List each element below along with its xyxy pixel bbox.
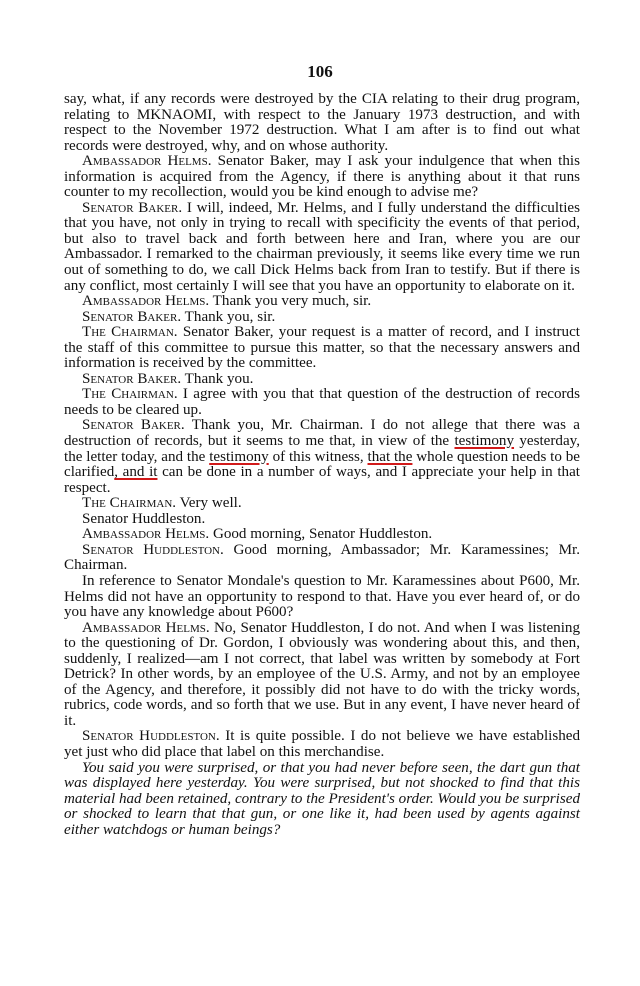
red-underline-mark: testimony xyxy=(454,433,515,450)
speech: Good morning, Senator Huddleston. xyxy=(212,526,433,543)
speaker: Senator Huddleston. xyxy=(82,728,220,745)
paragraph xyxy=(64,527,580,543)
speaker: The Chairman. xyxy=(82,386,178,403)
red-underline-mark: testimony xyxy=(209,448,269,465)
paragraph xyxy=(64,543,580,574)
speech-part: can be done in a number of ways, and I appreciate your help in that respect. xyxy=(64,464,580,496)
speech: No, Senator Huddleston, I do not. And when I was listening to the questioning of Dr. Gordon, I obviously was wondering about this, and then, suddenly, I realized—am I not correct, that label was written by somebody at Fort Detrick? In other words, by an employee of the U.S. Army, and not by an employee of the Agency, and therefore, it possibly did not have to do with the tricky words, rubrics, code words, and so forth that we use. But in any event, I have never heard of it. xyxy=(64,619,581,729)
speech: Senator Huddleston. xyxy=(82,510,206,527)
page-number: 106 xyxy=(307,62,333,81)
paragraph xyxy=(64,729,580,760)
paragraph xyxy=(64,512,580,528)
paragraph xyxy=(64,574,580,621)
speaker: Senator Baker. xyxy=(82,199,183,216)
speaker: Senator Huddleston. xyxy=(82,541,224,558)
speech-part: yesterday, the letter today, and the xyxy=(64,433,580,465)
paragraph xyxy=(64,294,580,310)
paragraph xyxy=(64,310,580,326)
paragraph xyxy=(64,201,580,294)
speech: It is quite possible. I do not believe we have established yet just who did place that label on this merchandise. xyxy=(64,728,580,760)
speech-part: Thank you, Mr. Chairman. I do not allege that there was a destruction of records, but it seems to me that, in view of the xyxy=(64,417,580,450)
speaker: Ambassador Helms. xyxy=(82,153,212,170)
speaker: The Chairman. xyxy=(82,495,177,512)
speech: Thank you very much, sir. xyxy=(212,293,372,310)
speech-part: of this witness, xyxy=(268,448,368,465)
speech: Good morning, Ambassador; Mr. Karamessines; Mr. Chairman. xyxy=(64,541,580,574)
speaker: Ambassador Helms. xyxy=(82,293,210,310)
speech: Senator Baker, your request is a matter of record, and I instruct the staff of this committee to pursue this matter, so that the necessary answers and information is received by the committee. xyxy=(64,324,580,372)
paragraph xyxy=(64,621,580,730)
paragraph xyxy=(64,387,580,418)
paragraph-italic xyxy=(64,761,580,839)
speaker: Senator Baker. xyxy=(82,308,182,325)
paragraph: say, what, if any records were destroyed by the CIA relating to their drug program, relating to MKNAOMI, with respect to the January 1973 destruction, and with respect to the November 1972 destruction. What I am after is to find out what records were destroyed, why, and on whose authority. xyxy=(64,91,580,154)
speech: Thank you, sir. xyxy=(184,308,276,325)
speech: You said you were surprised, or that you had never before seen, the dart gun that was displayed here yesterday. You were surprised, but not shocked to find that this material had been retained, contrary to the President's order. Would you be surprised or shocked to learn that that gun, or one like it, had been used by agents against either watchdogs or human beings? xyxy=(64,759,580,838)
red-underline-mark: , and it xyxy=(114,464,158,481)
speech-part: whole question needs to be clarified xyxy=(64,448,580,481)
paragraph xyxy=(64,418,580,496)
speech: Senator Baker, may I ask your indulgence that when this information is acquired from the Agency, if there is anything about it that runs counter to my recollection, would you be kind enough to advise me? xyxy=(64,153,580,201)
speaker: Senator Baker. xyxy=(82,370,182,387)
red-underline-mark: that the xyxy=(367,448,413,465)
document-body xyxy=(64,92,580,838)
paragraph xyxy=(64,496,580,512)
speaker: Ambassador Helms. xyxy=(82,619,210,636)
speech: Thank you. xyxy=(184,370,254,387)
speaker: Ambassador Helms. xyxy=(82,526,210,543)
speech: I agree with you that that question of the destruction of records needs to be cleared up. xyxy=(64,386,580,418)
speaker: Senator Baker. xyxy=(82,417,185,434)
speech: Very well. xyxy=(179,495,242,512)
speaker: The Chairman. xyxy=(82,324,178,341)
speech: In reference to Senator Mondale's question to Mr. Karamessines about P600, Mr. Helms did not have an opportunity to respond to that. Have you ever heard of, or do you have any knowledge about P600? xyxy=(64,572,580,621)
paragraph xyxy=(64,325,580,372)
paragraph xyxy=(64,154,580,201)
paragraph xyxy=(64,372,580,388)
speech: I will, indeed, Mr. Helms, and I fully understand the difficulties that you have, not only in trying to recall with specificity the events of that period, but also to travel back and forth between here and Iran, where you are our Ambassador. I remarked to the chairman previously, it seems like every time we run out of something to do, we call Dick Helms back from Iran to testify. But if there is any conflict, most certainly I will see that you have an opportunity to elaborate on it. xyxy=(64,199,580,294)
